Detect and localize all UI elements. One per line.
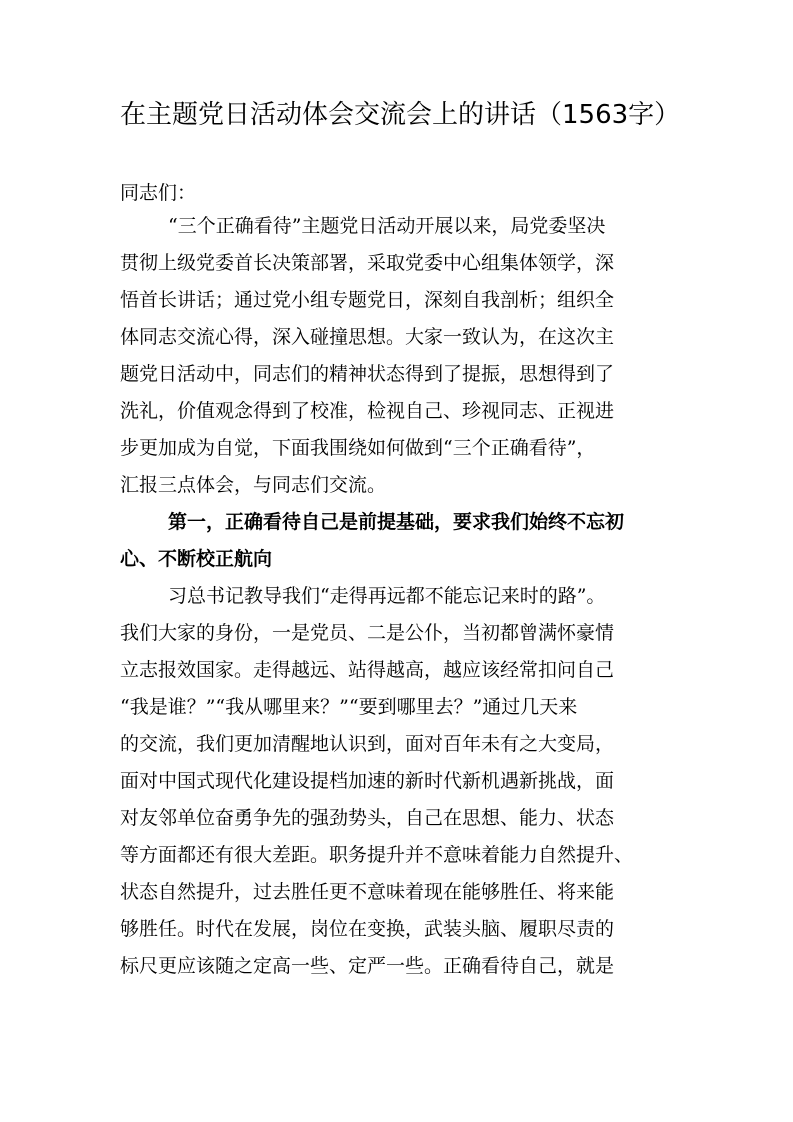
paragraph-1-line: “三个正确看待”主题党日活动开展以来，局党委坚决 <box>168 215 606 237</box>
paragraph-2-line: 习总书记教导我们“走得再远都不能忘记来时的路”。 <box>168 585 606 607</box>
section-heading-line: 心、不断校正航向 <box>120 548 273 570</box>
document-title: 在主题党日活动体会交流会上的讲话（1563字） <box>120 100 681 130</box>
paragraph-2-line: 立志报效国家。走得越远、站得越高，越应该经常扣问自己 <box>120 659 615 681</box>
paragraph-2-line: “我是谁？”“我从哪里来？”“要到哪里去？”通过几天来 <box>120 696 578 718</box>
paragraph-1-line: 贯彻上级党委首长决策部署，采取党委中心组集体领学，深 <box>120 252 615 274</box>
paragraph-2-line: 我们大家的身份，一是党员、二是公仆，当初都曾满怀豪情 <box>120 622 615 644</box>
paragraph-2-line: 状态自然提升，过去胜任更不意味着现在能够胜任、将来能 <box>120 881 615 903</box>
section-heading-line: 第一，正确看待自己是前提基础，要求我们始终不忘初 <box>168 511 625 533</box>
paragraph-2-line: 标尺更应该随之定高一些、定严一些。正确看待自己，就是 <box>120 955 615 977</box>
paragraph-2-line: 对友邻单位奋勇争先的强劲势头，自己在思想、能力、状态 <box>120 807 615 829</box>
salutation: 同志们： <box>120 182 197 204</box>
paragraph-1-line: 体同志交流心得，深入碰撞思想。大家一致认为，在这次主 <box>120 326 615 348</box>
paragraph-2-line: 够胜任。时代在发展，岗位在变换，武装头脑、履职尽责的 <box>120 918 615 940</box>
paragraph-1-line: 悟首长讲话；通过党小组专题党日，深刻自我剖析；组织全 <box>120 289 615 311</box>
paragraph-2-line: 面对中国式现代化建设提档加速的新时代新机遇新挑战，面 <box>120 770 615 792</box>
paragraph-1-line: 洗礼，价值观念得到了校准，检视自己、珍视同志、正视进 <box>120 400 615 422</box>
paragraph-1-line: 题党日活动中，同志们的精神状态得到了提振，思想得到了 <box>120 363 615 385</box>
paragraph-2-line: 等方面都还有很大差距。职务提升并不意味着能力自然提升、 <box>120 844 634 866</box>
paragraph-2-line: 的交流，我们更加清醒地认识到，面对百年未有之大变局， <box>120 733 615 755</box>
paragraph-1-line: 步更加成为自觉，下面我围绕如何做到“三个正确看待”， <box>120 437 596 459</box>
paragraph-1-line: 汇报三点体会，与同志们交流。 <box>120 474 387 496</box>
